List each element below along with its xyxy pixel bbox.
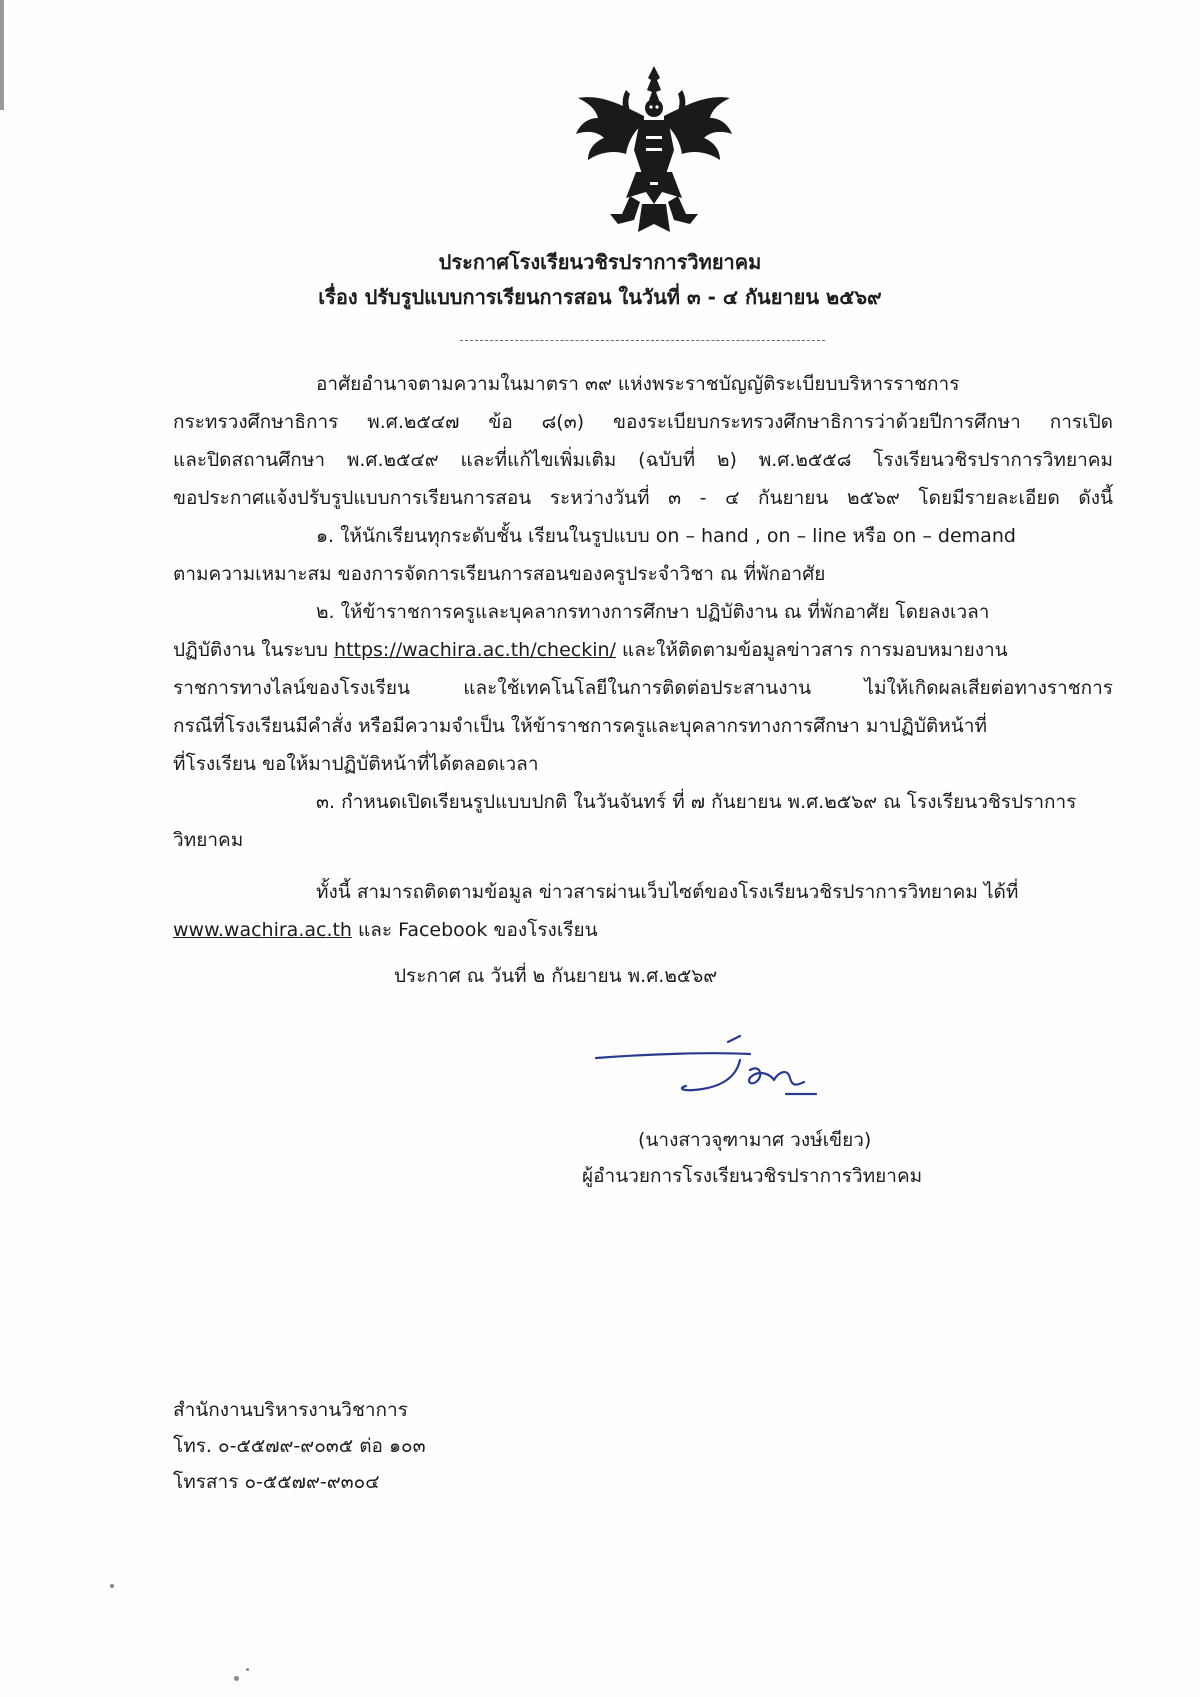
scan-speck — [110, 1584, 114, 1588]
footer-office: สำนักงานบริหารงานวิชาการ — [173, 1399, 408, 1421]
signatory-name: (นางสาวจุฑามาศ วงษ์เขียว) — [638, 1129, 872, 1151]
closing-line-2 — [173, 916, 598, 944]
intro-line-3: และปิดสถานศึกษา พ.ศ.๒๕๔๙ และที่แก้ไขเพิ่มเติม (ฉบับที่ ๒) พ.ศ.๒๕๕๘ โรงเรียนวชิรปราการวิทยาคม — [173, 449, 1113, 471]
closing-line-2-suffix: และ Facebook ของโรงเรียน — [351, 919, 598, 941]
title-divider — [460, 340, 825, 341]
footer-phone: โทร. ๐-๕๕๗๙-๙๐๓๕ ต่อ ๑๐๓ — [173, 1435, 426, 1457]
checkin-link[interactable]: https://wachira.ac.th/checkin/ — [334, 639, 616, 661]
scan-speck — [234, 1676, 239, 1681]
intro-line-2: กระทรวงศึกษาธิการ พ.ศ.๒๕๔๗ ข้อ ๘(๓) ของระเบียบกระทรวงศึกษาธิการว่าด้วยปีการศึกษา การเปิด — [173, 411, 1113, 433]
scan-speck — [246, 1668, 249, 1671]
item-2-line-3: ราชการทางไลน์ของโรงเรียน และใช้เทคโนโลยีในการติดต่อประสานงาน ไม่ให้เกิดผลเสียต่อทางราชการ — [173, 677, 1113, 699]
announce-date: ประกาศ ณ วันที่ ๒ กันยายน พ.ศ.๒๕๖๙ — [394, 965, 718, 987]
item-2-line-2-prefix: ปฏิบัติงาน ในระบบ — [173, 639, 335, 661]
item-3-line-1: ๓. กำหนดเปิดเรียนรูปแบบปกติ ในวันจันทร์ ที่ ๗ กันยายน พ.ศ.๒๕๖๙ ณ โรงเรียนวชิรปราการ — [316, 791, 1077, 813]
footer-fax: โทรสาร ๐-๕๕๗๙-๙๓๐๔ — [173, 1471, 380, 1493]
item-3-line-2: วิทยาคม — [173, 829, 244, 851]
item-2-line-2 — [173, 636, 1008, 664]
item-2-line-2-suffix: และให้ติดตามข้อมูลข่าวสาร การมอบหมายงาน — [615, 639, 1008, 661]
item-2-line-5: ที่โรงเรียน ขอให้มาปฏิบัติหน้าที่ได้ตลอดเวลา — [173, 753, 539, 775]
intro-line-4: ขอประกาศแจ้งปรับรูปแบบการเรียนการสอน ระหว่างวันที่ ๓ - ๔ กันยายน ๒๕๖๙ โดยมีรายละเอียด ดังนี้ — [173, 487, 1113, 509]
website-link[interactable]: www.wachira.ac.th — [173, 919, 352, 941]
item-1-line-2: ตามความเหมาะสม ของการจัดการเรียนการสอนของครูประจำวิชา ณ ที่พักอาศัย — [173, 563, 826, 585]
item-2-line-4: กรณีที่โรงเรียนมีคำสั่ง หรือมีความจำเป็น ให้ข้าราชการครูและบุคลากรทางการศึกษา มาปฏิบัติหน้าที่ — [173, 715, 987, 737]
signature-mark — [590, 1030, 850, 1120]
item-1-line-1: ๑. ให้นักเรียนทุกระดับชั้น เรียนในรูปแบบ on – hand , on – line หรือ on – demand — [316, 525, 1016, 547]
item-2-line-1: ๒. ให้ข้าราชการครูและบุคลากรทางการศึกษา ปฏิบัติงาน ณ ที่พักอาศัย โดยลงเวลา — [316, 601, 990, 623]
closing-line-1: ทั้งนี้ สามารถติดตามข้อมูล ข่าวสารผ่านเว็บไซต์ของโรงเรียนวชิรปราการวิทยาคม ได้ที่ — [316, 881, 1019, 903]
signatory-position: ผู้อำนวยการโรงเรียนวชิรปราการวิทยาคม — [582, 1165, 923, 1187]
announcement-subject: เรื่อง ปรับรูปแบบการเรียนการสอน ในวันที่ ๓ - ๔ กันยายน ๒๕๖๙ — [318, 285, 882, 309]
scan-edge-mark — [0, 0, 4, 110]
announcement-title: ประกาศโรงเรียนวชิรปราการวิทยาคม — [438, 250, 762, 274]
intro-line-1: อาศัยอำนาจตามความในมาตรา ๓๙ แห่งพระราชบัญญัติระเบียบบริหารราชการ — [316, 373, 960, 395]
garuda-emblem-icon — [570, 64, 738, 236]
